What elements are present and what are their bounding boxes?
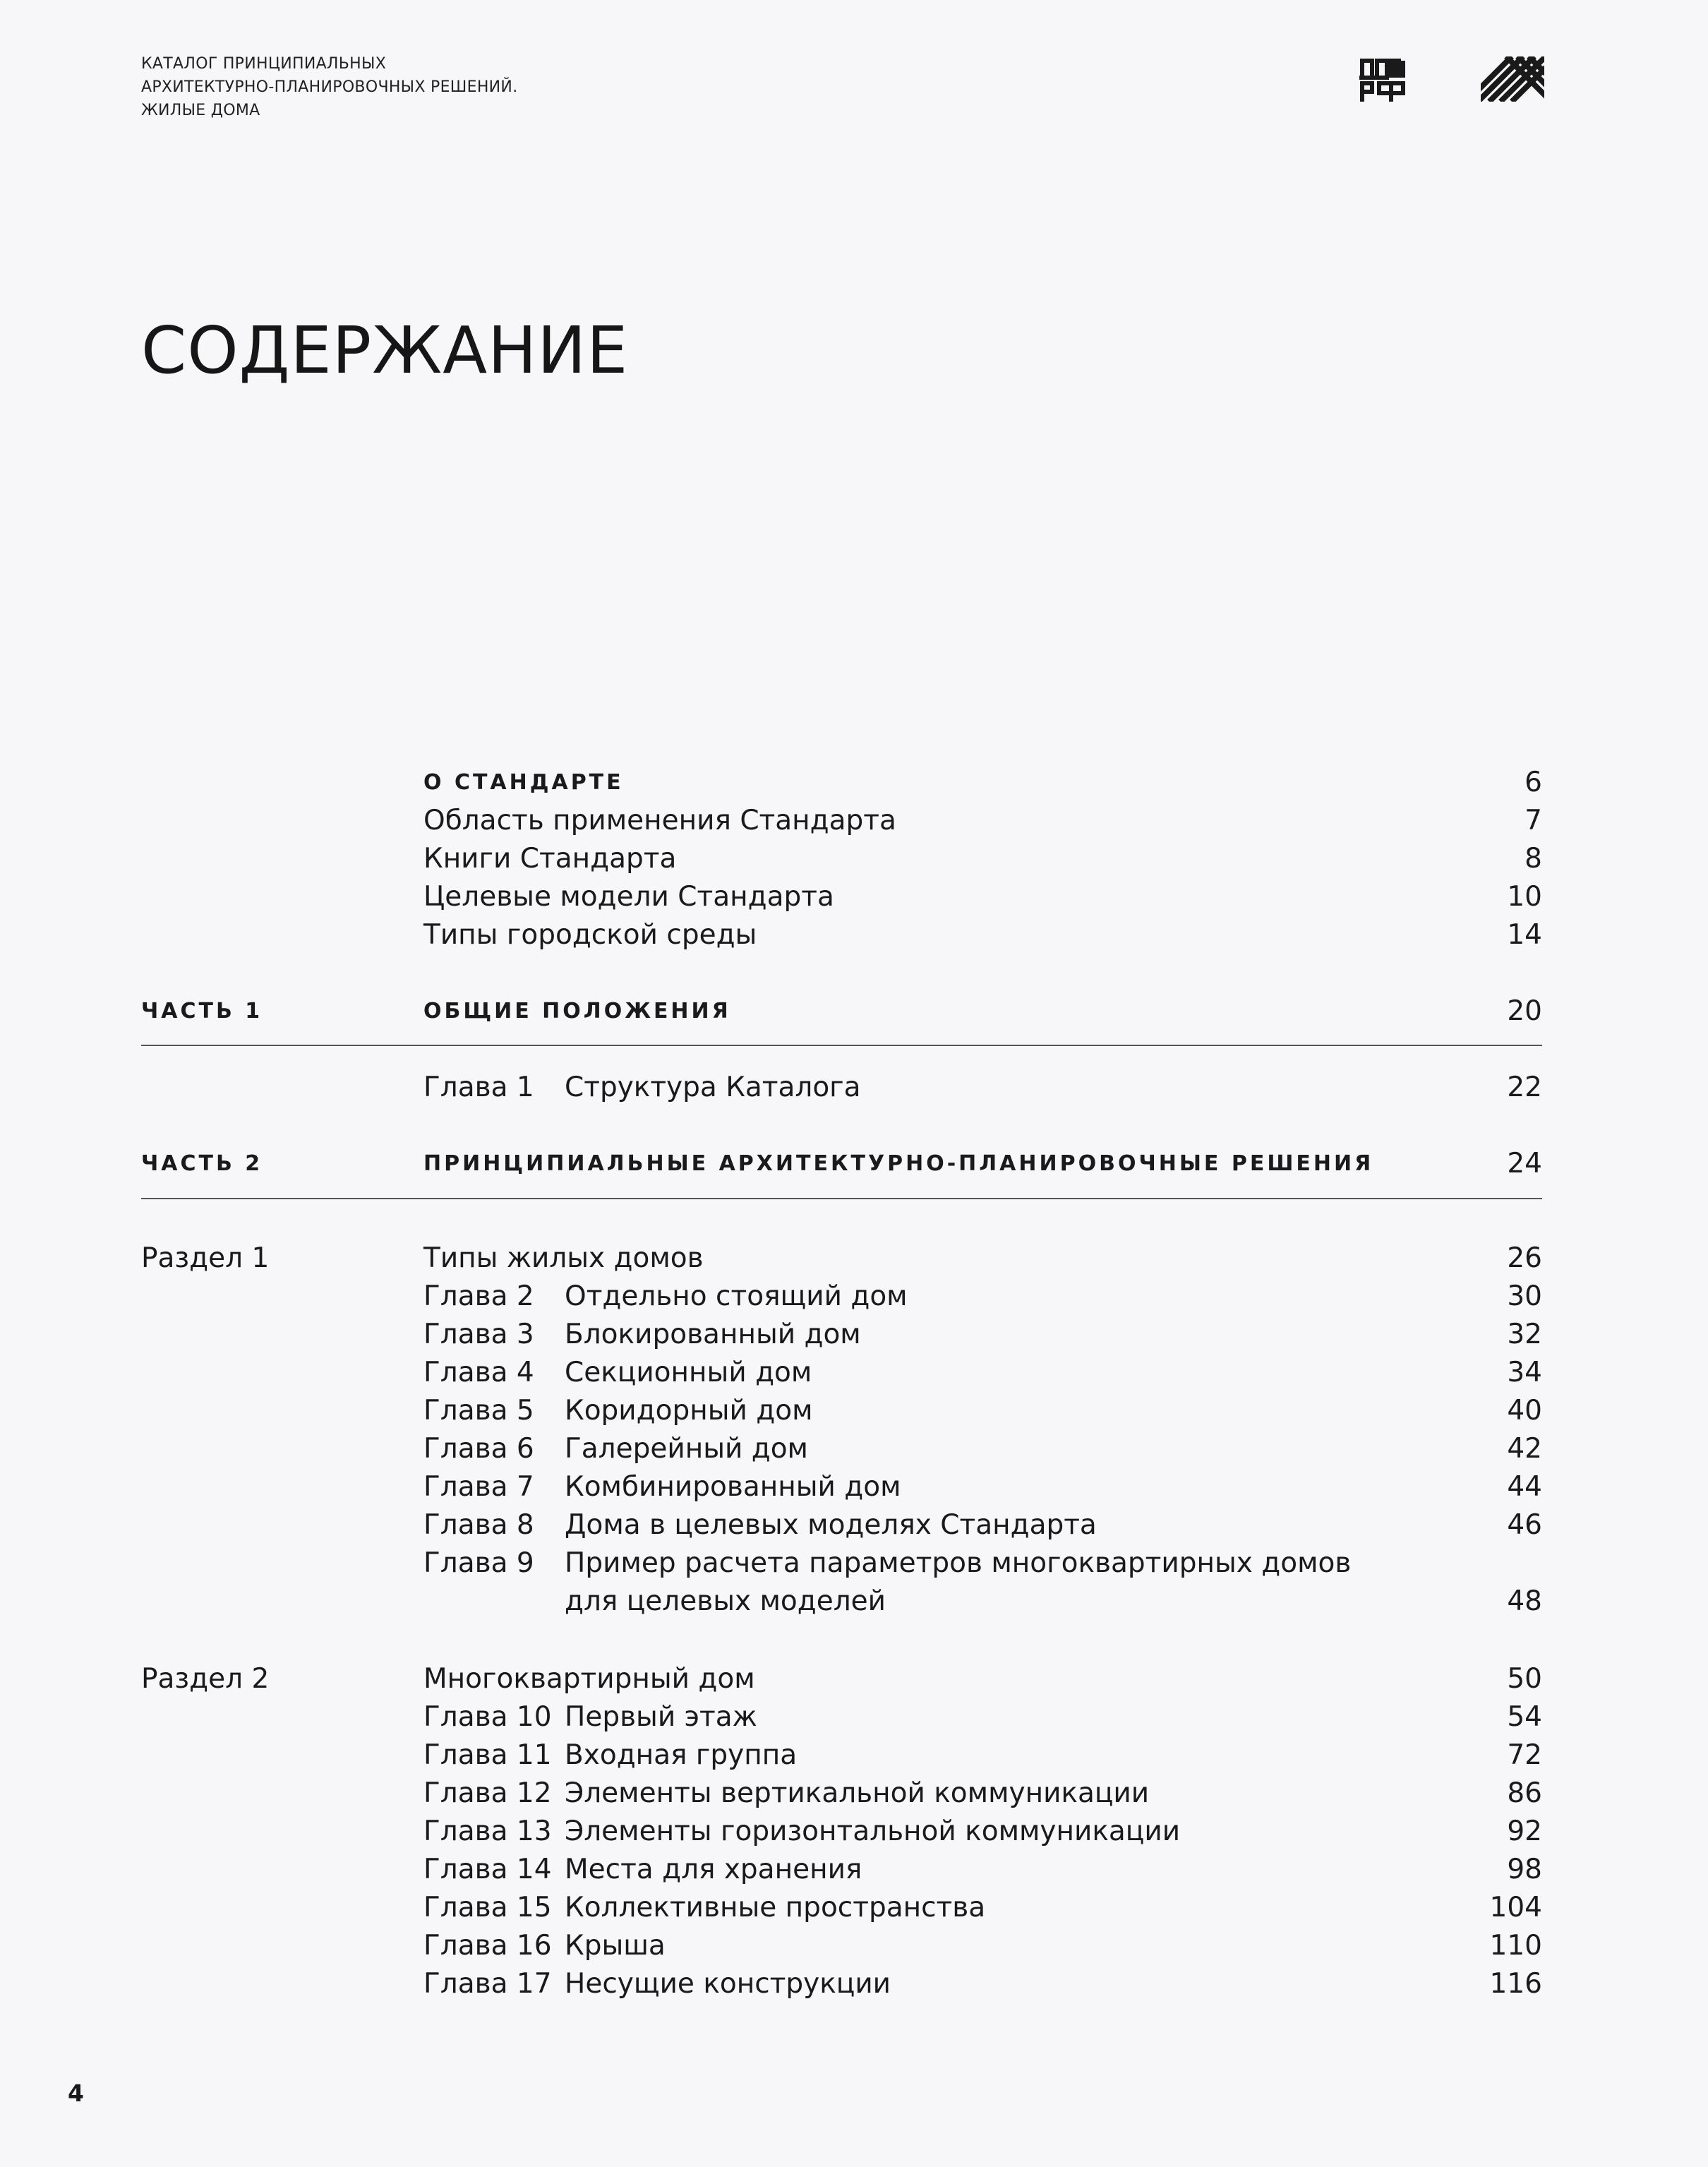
- chapter-title: Комбинированный дом: [565, 1471, 901, 1503]
- chapter-title: Секционный дом: [565, 1357, 812, 1388]
- toc-row-section1: [0, 1239, 1708, 1278]
- toc-row-chapter: [0, 1775, 1708, 1813]
- about-heading: О СТАНДАРТЕ: [423, 770, 624, 795]
- chapter-label: Глава 17: [423, 1968, 552, 2000]
- chapter-label: Глава 15: [423, 1892, 552, 1923]
- chapter-title: Первый этаж: [565, 1701, 757, 1733]
- header-line: КАТАЛОГ ПРИНЦИПИАЛЬНЫХ: [141, 55, 387, 73]
- chapter-page: 98: [1507, 1854, 1542, 1885]
- chapter-title-cont: для целевых моделей: [565, 1585, 886, 1617]
- chapter-title: Структура Каталога: [565, 1072, 861, 1103]
- chapter-page: 92: [1507, 1815, 1542, 1847]
- chapter-label: Глава 12: [423, 1777, 552, 1809]
- chapter-label: Глава 1: [423, 1072, 534, 1103]
- chapter-page: 48: [1507, 1585, 1542, 1617]
- chapter-title: Блокированный дом: [565, 1319, 861, 1350]
- chapter-page: 34: [1507, 1357, 1542, 1388]
- chapter-label: Глава 13: [423, 1815, 552, 1847]
- section2-title: Многоквартирный дом: [423, 1663, 755, 1695]
- dom-rf-logo: [1359, 55, 1409, 104]
- chapter-title: Дома в целевых моделях Стандарта: [565, 1509, 1097, 1541]
- chapter-page: 22: [1507, 1072, 1542, 1103]
- toc-item-title: Область применения Стандарта: [423, 805, 896, 836]
- chapter-title: Галерейный дом: [565, 1433, 808, 1465]
- chapter-page: 110: [1489, 1930, 1542, 1962]
- chapter-label: Глава 4: [423, 1357, 534, 1388]
- chapter-page: 46: [1507, 1509, 1542, 1541]
- toc-row-chapter: [0, 1278, 1708, 1316]
- about-page: 6: [1524, 767, 1542, 798]
- header-line: ЖИЛЫЕ ДОМА: [141, 102, 260, 119]
- hatched-square-logo-icon: [1481, 56, 1544, 102]
- chapter-page: 72: [1507, 1739, 1542, 1771]
- divider: [141, 1198, 1542, 1199]
- chapter-title: Несущие конструкции: [565, 1968, 891, 2000]
- header-line: АРХИТЕКТУРНО-ПЛАНИРОВОЧНЫХ РЕШЕНИЙ.: [141, 78, 518, 96]
- toc-row-part2: [0, 1145, 1708, 1183]
- chapter-page: 86: [1507, 1777, 1542, 1809]
- toc-item-page: 7: [1524, 805, 1542, 836]
- chapter-label: Глава 3: [423, 1319, 534, 1350]
- chapter-title: Крыша: [565, 1930, 666, 1962]
- chapter-page: 54: [1507, 1701, 1542, 1733]
- section1-title: Типы жилых домов: [423, 1242, 704, 1274]
- chapter-label: Глава 11: [423, 1739, 552, 1771]
- toc-row-chapter: [0, 1851, 1708, 1889]
- chapter-page: 116: [1489, 1968, 1542, 2000]
- chapter-label: Глава 8: [423, 1509, 534, 1541]
- chapter-title: Отдельно стоящий дом: [565, 1280, 908, 1312]
- chapter-page: 104: [1489, 1892, 1542, 1923]
- chapter-page: 42: [1507, 1433, 1542, 1465]
- toc-row-chapter: [0, 1736, 1708, 1775]
- toc-row-chapter-cont: [0, 1583, 1708, 1621]
- section2-label: Раздел 2: [141, 1663, 270, 1695]
- divider: [141, 1045, 1542, 1046]
- toc-item-page: 8: [1524, 843, 1542, 875]
- chapter-page: 40: [1507, 1395, 1542, 1427]
- chapter-title: Коллективные пространства: [565, 1892, 986, 1923]
- toc-row-chapter: [0, 1468, 1708, 1506]
- chapter-label: Глава 2: [423, 1280, 534, 1312]
- part1-page: 20: [1507, 995, 1542, 1027]
- chapter-label: Глава 7: [423, 1471, 534, 1503]
- toc-row: [0, 802, 1708, 840]
- page-title: СОДЕРЖАНИЕ: [141, 312, 629, 388]
- toc-row-chapter: [0, 1698, 1708, 1736]
- page-number: 4: [68, 2079, 84, 2107]
- toc-row-chapter: [0, 1889, 1708, 1927]
- section1-label: Раздел 1: [141, 1242, 270, 1274]
- chapter-title: Элементы вертикальной коммуникации: [565, 1777, 1150, 1809]
- chapter-label: Глава 9: [423, 1547, 534, 1579]
- toc-row-section2: [0, 1660, 1708, 1698]
- toc-row-chapter: [0, 1354, 1708, 1392]
- part1-label: ЧАСТЬ 1: [141, 999, 263, 1024]
- chapter-title: Входная группа: [565, 1739, 798, 1771]
- toc-row-chapter: [0, 1544, 1708, 1583]
- part2-label: ЧАСТЬ 2: [141, 1151, 263, 1176]
- part2-page: 24: [1507, 1148, 1542, 1179]
- chapter-label: Глава 16: [423, 1930, 552, 1962]
- chapter-title: Пример расчета параметров многоквартирных домов: [565, 1547, 1352, 1579]
- toc-row-chapter: [0, 1430, 1708, 1468]
- chapter-page: 30: [1507, 1280, 1542, 1312]
- chapter-page: 44: [1507, 1471, 1542, 1503]
- chapter-label: Глава 6: [423, 1433, 534, 1465]
- toc-row-about: [0, 764, 1708, 802]
- chapter-title: Элементы горизонтальной коммуникации: [565, 1815, 1181, 1847]
- toc-row-chapter: [0, 1927, 1708, 1965]
- toc-row-chapter: [0, 1813, 1708, 1851]
- toc-row: [0, 840, 1708, 878]
- toc-item-title: Целевые модели Стандарта: [423, 881, 834, 913]
- toc-row-part1: [0, 992, 1708, 1031]
- toc-row: [0, 878, 1708, 916]
- toc-row-chapter: [0, 1069, 1708, 1107]
- chapter-label: Глава 5: [423, 1395, 534, 1427]
- toc-row-chapter: [0, 1965, 1708, 2003]
- toc-item-title: Типы городской среды: [423, 919, 757, 951]
- toc-item-title: Книги Стандарта: [423, 843, 677, 875]
- chapter-title: Коридорный дом: [565, 1395, 813, 1427]
- chapter-page: 32: [1507, 1319, 1542, 1350]
- toc-row-chapter: [0, 1316, 1708, 1354]
- section2-page: 50: [1507, 1663, 1542, 1695]
- toc-item-page: 10: [1507, 881, 1542, 913]
- part1-heading: ОБЩИЕ ПОЛОЖЕНИЯ: [423, 999, 731, 1024]
- chapter-title: Места для хранения: [565, 1854, 862, 1885]
- toc-item-page: 14: [1507, 919, 1542, 951]
- chapter-label: Глава 10: [423, 1701, 552, 1733]
- section1-page: 26: [1507, 1242, 1542, 1274]
- chapter-label: Глава 14: [423, 1854, 552, 1885]
- toc-row-chapter: [0, 1506, 1708, 1544]
- part2-heading: ПРИНЦИПИАЛЬНЫЕ АРХИТЕКТУРНО-ПЛАНИРОВОЧНЫЕ РЕШЕНИЯ: [423, 1151, 1374, 1176]
- toc-row-chapter: [0, 1392, 1708, 1430]
- toc-row: [0, 916, 1708, 954]
